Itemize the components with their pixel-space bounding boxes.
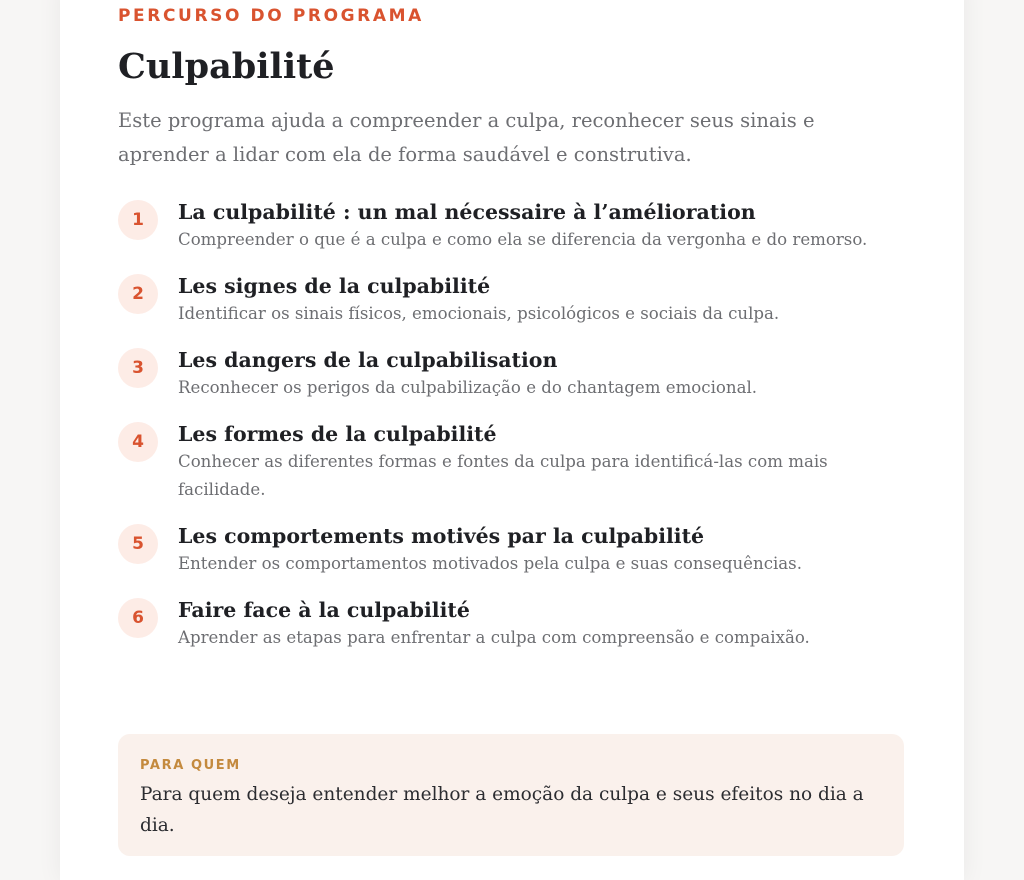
audience-label: PARA QUEM (140, 758, 241, 773)
module-list (118, 198, 908, 670)
module-description: Conhecer as diferentes formas e fontes da culpa para identificá-las com mais facilidade. (178, 452, 828, 499)
module-number-badge: 4 (118, 422, 158, 462)
module-number-badge: 1 (118, 200, 158, 240)
audience-text: Para quem deseja entender melhor a emoção da culpa e seus efeitos no dia a dia. (140, 784, 864, 836)
module-title: Les signes de la culpabilité (178, 274, 491, 298)
section-eyebrow: PERCURSO DO PROGRAMA (118, 6, 424, 26)
module-description: Aprender as etapas para enfrentar a culpa com compreensão e compaixão. (178, 628, 810, 647)
module-title: Les dangers de la culpabilisation (178, 348, 558, 372)
module-item (118, 522, 908, 578)
module-item (118, 596, 908, 652)
module-number-badge: 3 (118, 348, 158, 388)
module-title: La culpabilité : un mal nécessaire à l’amélioration (178, 200, 756, 224)
module-title: Faire face à la culpabilité (178, 598, 470, 622)
module-description: Identificar os sinais físicos, emocionais, psicológicos e sociais da culpa. (178, 304, 780, 323)
module-title: Les comportements motivés par la culpabilité (178, 524, 705, 548)
module-item (118, 198, 908, 254)
module-number-badge: 5 (118, 524, 158, 564)
module-item (118, 272, 908, 328)
program-intro: Este programa ajuda a compreender a culpa, reconhecer seus sinais e aprender a lidar com ela de forma saudável e construtiva. (118, 109, 815, 166)
audience-box (118, 734, 904, 856)
program-card (60, 0, 964, 880)
module-number-badge: 2 (118, 274, 158, 314)
program-title: Culpabilité (118, 46, 335, 87)
module-description: Compreender o que é a culpa e como ela se diferencia da vergonha e do remorso. (178, 230, 868, 249)
module-item (118, 346, 908, 402)
module-description: Reconhecer os perigos da culpabilização e do chantagem emocional. (178, 378, 758, 397)
module-number-badge: 6 (118, 598, 158, 638)
module-description: Entender os comportamentos motivados pela culpa e suas consequências. (178, 554, 802, 573)
module-title: Les formes de la culpabilité (178, 422, 497, 446)
module-item (118, 420, 908, 504)
